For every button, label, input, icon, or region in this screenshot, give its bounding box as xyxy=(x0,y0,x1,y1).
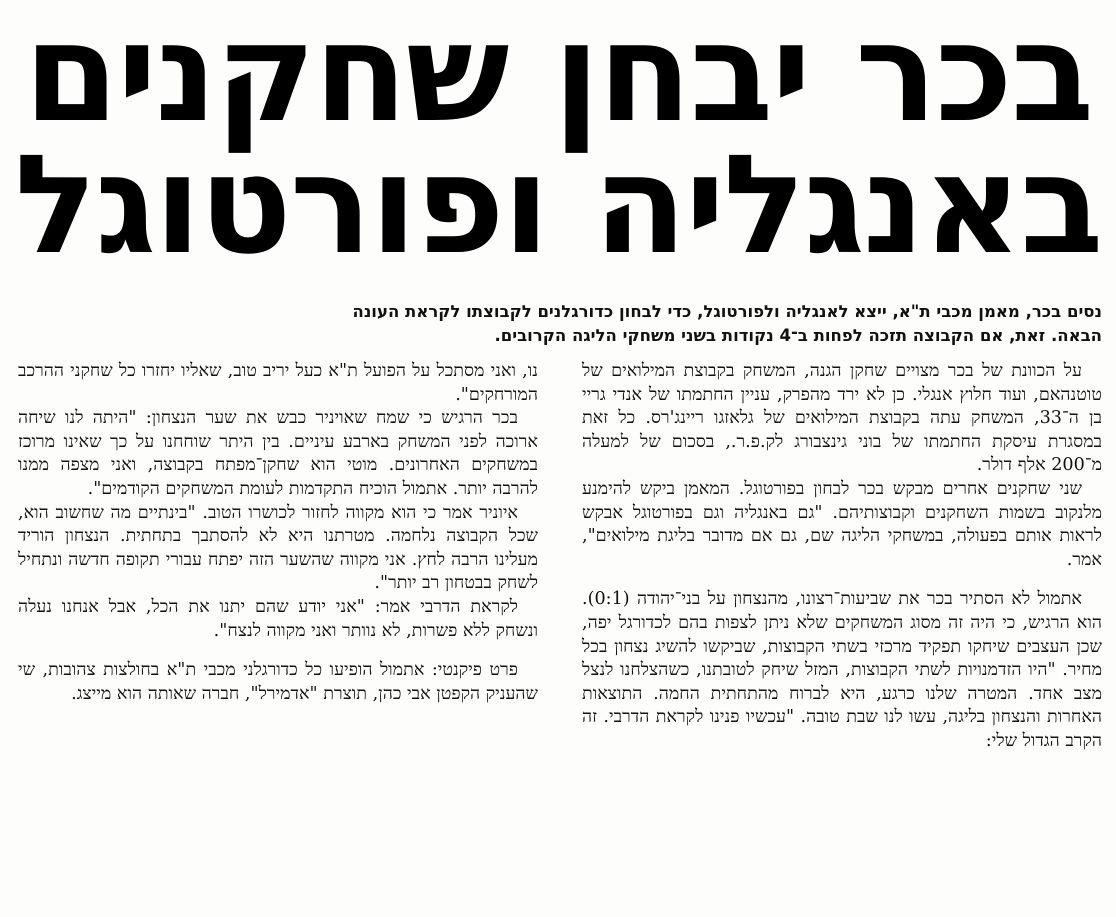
paragraph: בכר הרגיש כי שמח שאויניר כבש את שער הנצחון: "היתה לנו שיחה ארוכה לפני המשחק בארבע עיניים. בין היתר שוחחנו על כך שאינו מרוכז במשחקים האחרונים. מוטי הוא שחקן־מפתח בקבוצה, ואני מצפה ממנו להרבה יותר. אתמול הוכיח התקדמות לעומת המשחקים הקודמים". xyxy=(18,408,538,499)
headline-line-1: בכר יבחן שחקנים xyxy=(23,0,1093,153)
paragraph: שני שחקנים אחרים מבקש בכר לבחון בפורטוגל. המאמן ביקש להימנע מלנקוב בשמות השחקנים וקבוצותיהם. "גם באנגליה וגם בפורטוגל אבקש לראות אותם בפעולה, במשחקי הליגה שם, גם אם מדובר בליגת מילואים", אמר. xyxy=(582,478,1102,570)
paragraph: על הכוונת של בכר מצויים שחקן הגנה, המשחק בקבוצת המילואים של טוטנהאם, ועוד חלוץ אנגלי. כן לא ירד מהפרק, עניין החתמתו של אנדי גריי בן ה־33, המשחק עתה בקבוצת המילואים של גלאזגו ריינג'רס. כל זאת במסגרת עיסקת החתמתו של בוני גינצבורג לק.פ.ר., בסכום של למעלה מ־200 אלף דולר. xyxy=(582,361,1102,476)
lead-line-1: נסים בכר, מאמן מכבי ת"א, ייצא לאנגליה ולפורטוגל, כדי לבחון כדורגלנים לקבוצתו לקראת העונה xyxy=(352,302,1102,321)
lead-line-2: הבאה. זאת, אם הקבוצה תזכה לפחות ב־4 נקודות בשני משחקי הליגה הקרובים. xyxy=(494,326,1102,345)
paragraph: לקראת הדרבי אמר: "אני יודע שהם יתנו את הכל, אבל אנחנו נעלה ונשחק ללא פשרות, לא נוותר ואני מקווה לנצח". xyxy=(18,596,538,641)
paragraph: נו, ואני מסתכל על הפועל ת"א כעל יריב טוב, שאליו יחזרו כל שחקני ההרכב המורחקים". xyxy=(18,361,538,405)
article-column-left xyxy=(18,360,538,706)
paragraph: פרט פיקנטי: אתמול הופיעו כל כדורגלני מכבי ת"א בחולצות צהובות, שי שהעניק הקפטן אבי כהן, תוצרת "אדמירל", חברה שאותה הוא מייצג. xyxy=(18,660,538,704)
paragraph: איוניר אמר כי הוא מקווה לחזור לכושרו הטוב. "בינתיים מה שחשוב הוא, שכל הקבוצה נלחמה. מטרתנו היא לא להסתבך בתחתית. הנצחון הוריד מעלינו הרבה לחץ. אני מקווה שהשער הזה יפתח עבורי תקופה חדשה ונתחיל לשחק בבטחון רב יותר". xyxy=(18,502,538,594)
article-column-right xyxy=(582,360,1102,754)
lead-paragraph xyxy=(12,300,1102,348)
headline-line-2: באנגליה ופורטוגל xyxy=(14,126,1102,285)
paragraph: אתמול לא הסתיר בכר את שביעות־רצונו, מהנצחון על בני־יהודה (0:1). הוא הרגיש, כי היה זה מסוג המשחקים שלא ניתן לצפות בהם לכדורגל יפה, שכן העצבים שיחקו תפקיד מרכזי בשתי הקבוצות, שביקשו להשיג נצחון בכל מחיר. "היו הזדמנויות לשתי הקבוצות, המזל שיחק לטובתנו, כשהצלחנו לנצל מצב אחד. המטרה שלנו כרגע, היא לברוח מהתחתית החמה. התוצאות האחרות והנצחון בליגה, עשו לנו שבת טובה. "עכשיו פנינו לקראת הדרבי. זה הקרב הגדול שלי: xyxy=(582,589,1102,751)
